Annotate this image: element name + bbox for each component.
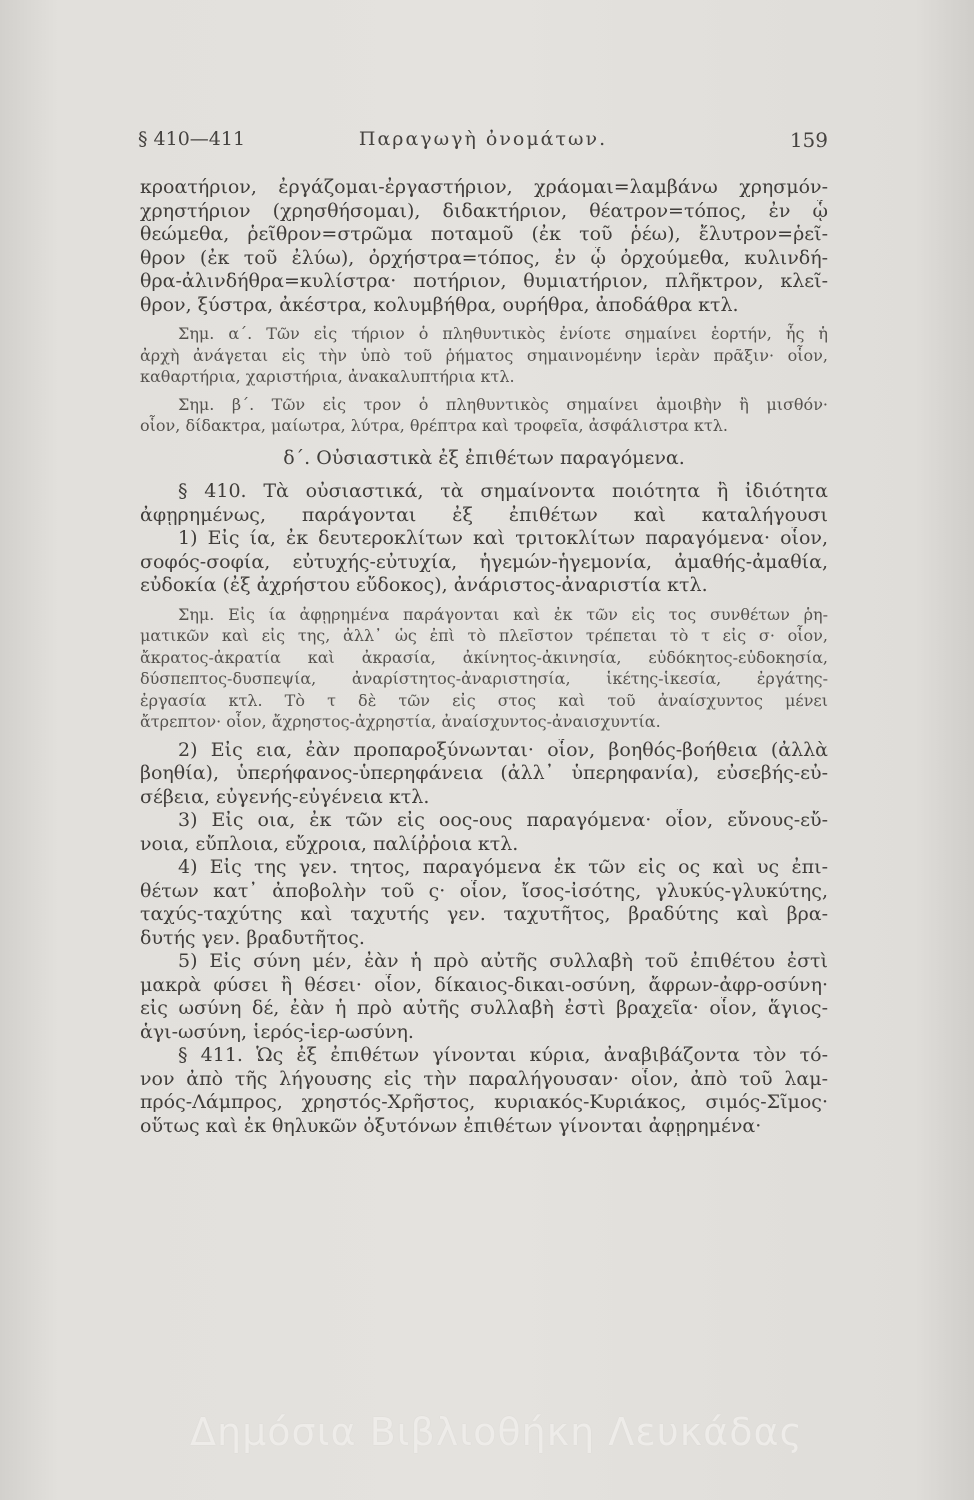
text-line: σέβεια, εὐγενής-εὐγένεια κτλ. [140, 785, 430, 808]
text-line: κροατήριον, ἐργάζομαι-ἐργαστήριον, χράομαι=λαμβάνω χρησμόν- [140, 176, 828, 198]
text-line: θέτων κατ᾽ ἀποβολὴν τοῦ ς· οἷον, ἴσος-ἰσότης, γλυκύς-γλυκύτης, [140, 879, 828, 902]
text-line: εἰς ωσύνη δέ, ἐὰν ἡ πρὸ αὐτῆς συλλαβὴ ἐστὶ βραχεῖα· οἷον, ἅγιος- [140, 997, 828, 1019]
text-line: μακρὰ φύσει ἢ θέσει· οἷον, δίκαιος-δικαι-οσύνη, ἄφρων-ἀφρ-οσύνη· [140, 973, 828, 996]
paragraph-p6 [140, 604, 828, 733]
text-line: Σημ. α΄. Τῶν εἰς τήριον ὁ πληθυντικὸς ἐνίοτε σημαίνει ἑορτήν, ἧς ἡ [178, 324, 828, 343]
text-line: 2) Εἰς εια, ἐὰν προπαροξύνωνται· οἷον, βοηθός-βοήθεια (ἀλλὰ [178, 738, 828, 761]
text-line: ἁγι-ωσύνη, ἱερός-ἱερ-ωσύνη. [140, 1020, 414, 1043]
text-line: καθαρτήρια, χαριστήρια, ἀνακαλυπτήρια κτλ. [140, 367, 515, 386]
text-line: § 411. Ὡς ἐξ ἐπιθέτων γίνονται κύρια, ἀναβιβάζοντα τὸν τό- [178, 1044, 828, 1066]
text-line: εὐδοκία (ἐξ ἀχρήστου εὔδοκος), ἀνάριστος-ἀναριστία κτλ. [140, 574, 708, 596]
paragraph-p1 [140, 176, 828, 317]
library-watermark: Δημόσια Βιβλιοθήκη Λευκάδας [190, 1410, 803, 1454]
paragraph-p5 [140, 480, 828, 598]
text-line: νον ἀπὸ τῆς λήγουσης εἰς τὴν παραλήγουσαν· οἷον, ἀπὸ τοῦ λαμ- [140, 1067, 828, 1090]
paragraph-p3 [140, 394, 828, 437]
text-line: δυτής γεν. βραδυτῆτος. [140, 926, 365, 949]
text-line: οἷον, δίδακτρα, μαίωτρα, λύτρα, θρέπτρα καὶ τροφεῖα, ἀσφάλιστρα κτλ. [140, 416, 728, 435]
paragraph-p4 [140, 447, 828, 471]
text-line: ματικῶν καὶ εἰς της, ἀλλ᾽ ὡς ἐπὶ τὸ πλεῖστον τρέπεται τὸ τ εἰς σ· οἷον, [140, 626, 828, 645]
text-line: σοφός-σοφία, εὐτυχής-εὐτυχία, ἡγεμών-ἡγεμονία, ἀμαθής-ἀμαθία, [140, 550, 828, 573]
text-line: 3) Εἰς οια, ἐκ τῶν εἰς οος-ους παραγόμενα· οἷον, εὔνους-εὔ- [178, 809, 828, 831]
text-line: ἄκρατος-ἀκρατία καὶ ἀκρασία, ἀκίνητος-ἀκινησία, εὐδόκητος-εὐδοκησία, [140, 647, 828, 667]
text-line: 5) Εἰς σύνη μέν, ἐὰν ἡ πρὸ αὐτῆς συλλαβὴ τοῦ ἐπιθέτου ἐστὶ [178, 950, 828, 972]
text-line: θρα-ἀλινδήθρα=κυλίστρα· ποτήριον, θυμιατήριον, πλῆκτρον, κλεῖ- [140, 270, 828, 292]
text-line: χρηστήριον (χρησθήσομαι), διδακτήριον, θέατρον=τόπος, ἐν ᾧ [140, 199, 828, 222]
page-number: 159 [789, 128, 828, 152]
paragraph-p7 [140, 739, 828, 1139]
text-line: 1) Εἰς ία, ἐκ δευτεροκλίτων καὶ τριτοκλίτων παραγόμενα· οἷον, [178, 527, 828, 549]
paragraph-p2 [140, 323, 828, 388]
text-line: ἀρχὴ ἀνάγεται εἰς τὴν ὑπὸ τοῦ ῥήματος σημαινομένην ἱερὰν πρᾶξιν· οἷον, [140, 345, 828, 365]
text-line: ἀφῃρημένως, παράγονται ἐξ ἐπιθέτων καὶ καταλήγουσι [140, 503, 828, 526]
text-line: Σημ. β΄. Τῶν εἰς τρον ὁ πληθυντικὸς σημαίνει ἀμοιβὴν ἢ μισθόν· [178, 394, 828, 414]
text-line: ταχύς-ταχύτης καὶ ταχυτής γεν. ταχυτῆτος, βραδύτης καὶ βρα- [140, 903, 828, 925]
page-body [140, 176, 828, 1138]
section-range: § 410—411 [138, 128, 246, 150]
text-line: νοια, εὔπλοια, εὔχροια, παλίῤῥοια κτλ. [140, 832, 519, 855]
text-line: βοηθία), ὑπερήφανος-ὑπερηφάνεια (ἀλλ᾽ ὑπερηφανία), εὐσεβής-εὐ- [140, 762, 828, 784]
text-line: θρον (ἐκ τοῦ ἐλύω), ὀρχήστρα=τόπος, ἐν ᾧ ὀρχούμεθα, κυλινδή- [140, 246, 828, 269]
text-line: πρός-Λάμπρος, χρηστός-Χρῆστος, κυριακός-Κυριάκος, σιμός-Σῖμος· [140, 1091, 828, 1113]
text-line: ἐργασία κτλ. Τὸ τ δὲ τῶν εἰς στος καὶ τοῦ ἀναίσχυντος μένει [140, 690, 828, 710]
running-title: Παραγωγὴ ὀνομάτων. [358, 128, 608, 150]
text-line: ἄτρεπτον· οἷον, ἄχρηστος-ἀχρηστία, ἀναίσχυντος-ἀναισχυντία. [140, 712, 661, 731]
text-line: Σημ. Εἰς ία ἀφῃρημένα παράγονται καὶ ἐκ τῶν εἰς τος συνθέτων ῥη- [178, 604, 828, 624]
text-line: θεώμεθα, ῥεῖθρον=στρῶμα ποταμοῦ (ἐκ τοῦ ῥέω), ἔλυτρον=ῥεῖ- [140, 223, 828, 245]
text-line: οὕτως καὶ ἐκ θηλυκῶν ὀξυτόνων ἐπιθέτων γίνονται ἀφῃρημένα· [140, 1114, 762, 1137]
text-line: § 410. Τὰ οὐσιαστικά, τὰ σημαίνοντα ποιότητα ἢ ἰδιότητα [178, 480, 828, 502]
running-header [138, 128, 828, 158]
text-line: δ΄. Οὐσιαστικὰ ἐξ ἐπιθέτων παραγόμενα. [283, 446, 685, 469]
text-line: δύσπεπτος-δυσπεψία, ἀναρίστητος-ἀναριστησία, ἱκέτης-ἱκεσία, ἐργάτης- [140, 669, 828, 688]
text-line: 4) Εἰς της γεν. τητος, παραγόμενα ἐκ τῶν εἰς ος καὶ υς ἐπι- [178, 856, 828, 878]
text-line: θρον, ξύστρα, ἀκέστρα, κολυμβήθρα, ουρήθρα, ἀποδάθρα κτλ. [140, 293, 739, 316]
